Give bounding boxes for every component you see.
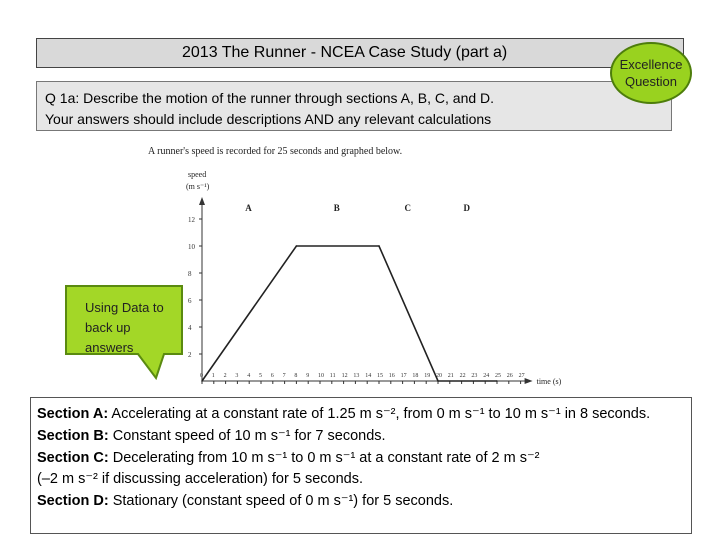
x-tick-label: 19 (424, 373, 431, 379)
answer-d-text: Stationary (constant speed of 0 m s⁻¹) for 5 seconds. (108, 493, 454, 510)
x-tick-label: 16 (388, 373, 395, 379)
data-point (296, 245, 298, 247)
x-tick-label: 15 (377, 373, 383, 379)
callout-text (85, 298, 164, 358)
x-tick-label: 21 (447, 373, 454, 379)
x-tick-label: 8 (294, 373, 298, 379)
excellence-line-1: Excellence (619, 57, 683, 72)
answer-c (37, 448, 685, 470)
speed-series-line (202, 246, 497, 381)
x-tick-label: 25 (495, 373, 501, 379)
page-title: 2013 The Runner - NCEA Case Study (part a) (182, 44, 508, 61)
x-tick-label: 10 (318, 373, 324, 379)
data-point (201, 380, 203, 382)
data-point (437, 380, 439, 382)
section-label-d: D (463, 203, 470, 213)
x-tick-label: 24 (483, 373, 490, 379)
y-tick-label: 4 (188, 324, 192, 332)
answer-c-label: Section C: (37, 449, 109, 466)
section-label-a: A (245, 203, 252, 213)
section-label-b: B (333, 203, 340, 213)
x-tick-label: 2 (223, 373, 227, 379)
callout-line-3: answers (85, 340, 134, 355)
answer-d (37, 491, 685, 513)
callout-line-1: Using Data to (85, 300, 164, 315)
x-tick-label: 18 (412, 373, 419, 379)
excellence-line-2: Question (624, 74, 678, 89)
answer-c-cont: (–2 m s⁻² if discussing acceleration) for 5 seconds. (37, 471, 363, 488)
x-tick-label: 0 (200, 373, 203, 379)
answer-a-text: Accelerating at a constant rate of 1.25 m s⁻², from 0 m s⁻¹ to 10 m s⁻¹ in 8 seconds. (108, 406, 651, 422)
x-tick-label: 11 (329, 373, 336, 379)
x-tick-label: 14 (365, 373, 372, 379)
answer-a (37, 404, 685, 426)
answer-b-label: Section B: (37, 427, 109, 444)
question-line-2: Your answers should include descriptions AND any relevant calculations (45, 111, 492, 127)
answer-b-text: Constant speed of 10 m s⁻¹ for 7 seconds. (108, 427, 386, 444)
x-axis-arrow (525, 378, 533, 384)
x-tick-label: 3 (235, 373, 239, 379)
answer-c-text: Decelerating from 10 m s⁻¹ to 0 m s⁻¹ at a constant rate of 2 m s⁻² (108, 449, 540, 466)
x-tick-label: 4 (247, 373, 251, 379)
x-tick-label: 20 (436, 373, 442, 379)
x-tick-label: 1 (211, 373, 215, 379)
question-label: Q 1a: (45, 90, 80, 106)
answers-box (30, 397, 692, 534)
answer-b (37, 426, 685, 448)
y-axis-unit: (m s⁻¹) (186, 182, 210, 191)
x-tick-label: 6 (270, 373, 274, 379)
y-tick-label: 6 (188, 297, 192, 305)
data-point (378, 245, 380, 247)
x-tick-label: 26 (506, 373, 513, 379)
chart-title: A runner's speed is recorded for 25 seconds and graphed below. (148, 146, 403, 157)
x-tick-label: 5 (259, 373, 262, 379)
x-tick-label: 9 (306, 373, 310, 379)
x-tick-label: 13 (353, 373, 360, 379)
x-tick-label: 12 (341, 373, 348, 379)
y-tick-label: 8 (188, 270, 192, 278)
y-axis-label: speed (188, 170, 207, 179)
x-tick-label: 23 (471, 373, 478, 379)
answer-a-label: Section A: (37, 406, 109, 422)
x-tick-label: 22 (459, 373, 466, 379)
question-text: Describe the motion of the runner through sections A, B, C, and D. (79, 90, 495, 106)
x-tick-label: 27 (518, 373, 525, 379)
x-tick-label: 17 (400, 373, 407, 379)
section-label-c: C (404, 203, 411, 213)
y-tick-label: 2 (188, 351, 192, 359)
callout-line-2: back up (85, 320, 131, 335)
y-axis-arrow (199, 197, 205, 205)
answer-d-label: Section D: (37, 493, 109, 510)
x-axis-label: time (s) (536, 377, 562, 386)
data-point (496, 380, 498, 382)
y-tick-label: 12 (188, 216, 195, 224)
y-tick-label: 10 (188, 243, 195, 251)
x-tick-label: 7 (282, 373, 286, 379)
